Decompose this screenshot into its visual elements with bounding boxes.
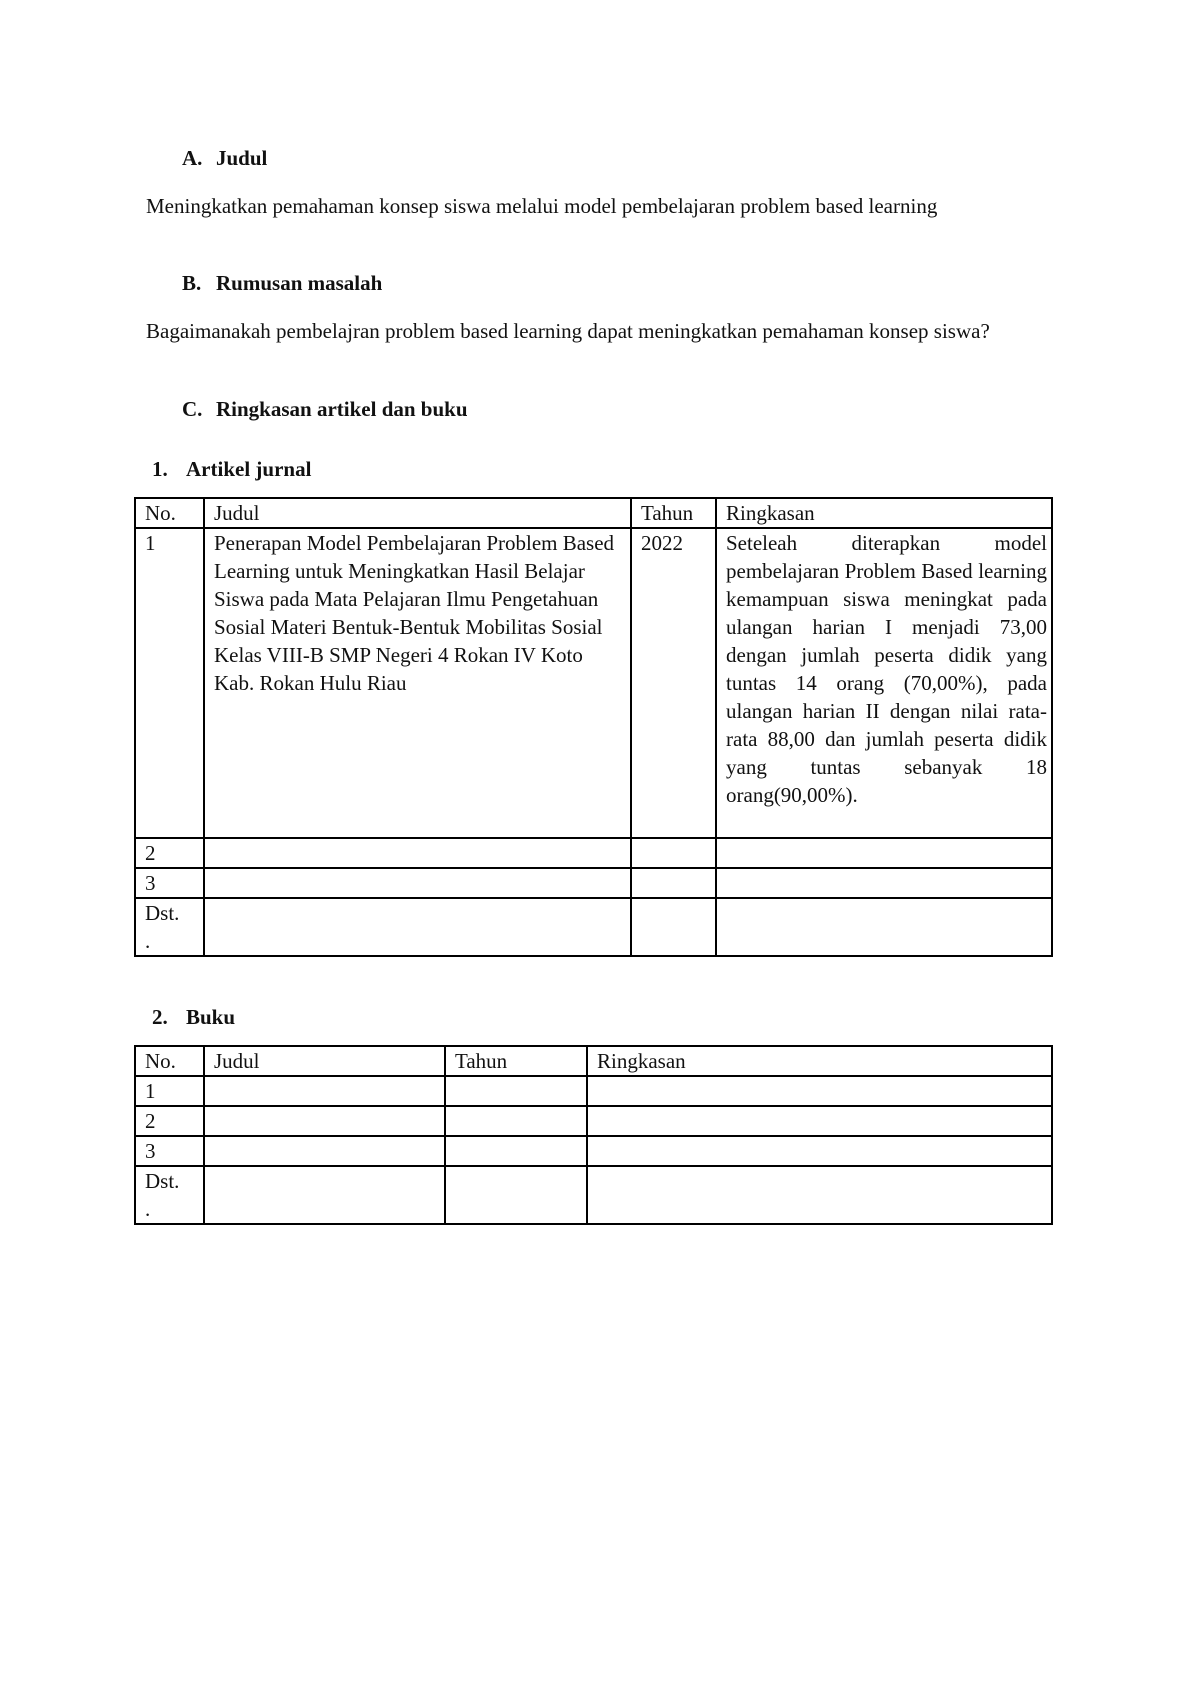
section-a-body: Meningkatkan pemahaman konsep siswa melalui model pembelajaran problem based learning — [146, 194, 938, 218]
buku-cell-ringkasan — [587, 1136, 1052, 1166]
section-b-marker: B. — [182, 271, 202, 295]
buku-cell-judul — [204, 1136, 445, 1166]
table-row — [135, 898, 1052, 956]
buku-cell-tahun — [445, 1076, 587, 1106]
jurnal-heading — [152, 457, 311, 482]
buku-cell-ringkasan — [587, 1166, 1052, 1224]
table-row — [135, 528, 1052, 838]
jurnal-cell-ringkasan — [716, 838, 1052, 868]
jurnal-cell-tahun — [631, 838, 716, 868]
jurnal-cell-tahun — [631, 868, 716, 898]
buku-header-tahun: Tahun — [445, 1046, 587, 1076]
jurnal-header-ringkasan: Ringkasan — [716, 498, 1052, 528]
table-row — [135, 1106, 1052, 1136]
buku-table — [134, 1045, 1053, 1225]
buku-cell-judul — [204, 1076, 445, 1106]
table-row — [135, 1076, 1052, 1106]
section-a-marker: A. — [182, 146, 203, 170]
buku-cell-judul — [204, 1106, 445, 1136]
jurnal-cell-ringkasan — [716, 868, 1052, 898]
section-a-heading — [182, 146, 267, 171]
table-row — [135, 868, 1052, 898]
buku-header-no: No. — [135, 1046, 204, 1076]
section-b-title: Rumusan masalah — [216, 271, 383, 295]
jurnal-cell-no: 3 — [135, 868, 204, 898]
buku-cell-no: 3 — [135, 1136, 204, 1166]
buku-header-judul: Judul — [204, 1046, 445, 1076]
table-row — [135, 1136, 1052, 1166]
buku-marker: 2. — [152, 1005, 168, 1029]
buku-cell-ringkasan — [587, 1076, 1052, 1106]
jurnal-cell-judul — [204, 838, 631, 868]
jurnal-cell-ringkasan — [716, 898, 1052, 956]
jurnal-cell-judul — [204, 868, 631, 898]
section-c-title: Ringkasan artikel dan buku — [216, 397, 468, 421]
jurnal-cell-ringkasan: Seteleah diterapkan model pembelajaran Problem Based learning kemampuan siswa meningkat pada ulangan harian I menjadi 73,00 dengan jumlah peserta didik yang tuntas 14 orang (70,00%), pada ulangan harian II dengan nilai rata-rata 88,00 dan jumlah peserta didik yang tuntas sebanyak 18 orang(90,00%). — [716, 528, 1052, 838]
section-c-marker: C. — [182, 397, 203, 421]
jurnal-cell-no: 1 — [135, 528, 204, 838]
buku-cell-ringkasan — [587, 1106, 1052, 1136]
jurnal-marker: 1. — [152, 457, 168, 481]
table-row — [135, 838, 1052, 868]
jurnal-cell-no: 2 — [135, 838, 204, 868]
jurnal-header-judul: Judul — [204, 498, 631, 528]
buku-cell-judul — [204, 1166, 445, 1224]
section-a-title: Judul — [216, 146, 268, 170]
section-c-heading — [182, 397, 468, 422]
jurnal-header-row — [135, 498, 1052, 528]
jurnal-table — [134, 497, 1053, 957]
buku-title: Buku — [186, 1005, 236, 1029]
jurnal-cell-no: Dst. . — [135, 898, 204, 956]
section-b-heading — [182, 271, 382, 296]
jurnal-title: Artikel jurnal — [186, 457, 312, 481]
buku-cell-no: Dst. . — [135, 1166, 204, 1224]
jurnal-cell-judul: Penerapan Model Pembelajaran Problem Based Learning untuk Meningkatkan Hasil Belajar Siswa pada Mata Pelajaran Ilmu Pengetahuan Sosial Materi Bentuk-Bentuk Mobilitas Sosial Kelas VIII-B SMP Negeri 4 Rokan IV Koto Kab. Rokan Hulu Riau — [204, 528, 631, 838]
buku-cell-tahun — [445, 1106, 587, 1136]
buku-heading — [152, 1005, 235, 1030]
buku-header-ringkasan: Ringkasan — [587, 1046, 1052, 1076]
jurnal-cell-judul — [204, 898, 631, 956]
section-b-body: Bagaimanakah pembelajran problem based learning dapat meningkatkan pemahaman konsep siswa? — [146, 319, 990, 343]
jurnal-header-no: No. — [135, 498, 204, 528]
buku-header-row — [135, 1046, 1052, 1076]
buku-cell-tahun — [445, 1136, 587, 1166]
buku-cell-tahun — [445, 1166, 587, 1224]
jurnal-cell-tahun — [631, 898, 716, 956]
buku-cell-no: 2 — [135, 1106, 204, 1136]
table-row — [135, 1166, 1052, 1224]
buku-cell-no: 1 — [135, 1076, 204, 1106]
jurnal-header-tahun: Tahun — [631, 498, 716, 528]
jurnal-cell-tahun: 2022 — [631, 528, 716, 838]
